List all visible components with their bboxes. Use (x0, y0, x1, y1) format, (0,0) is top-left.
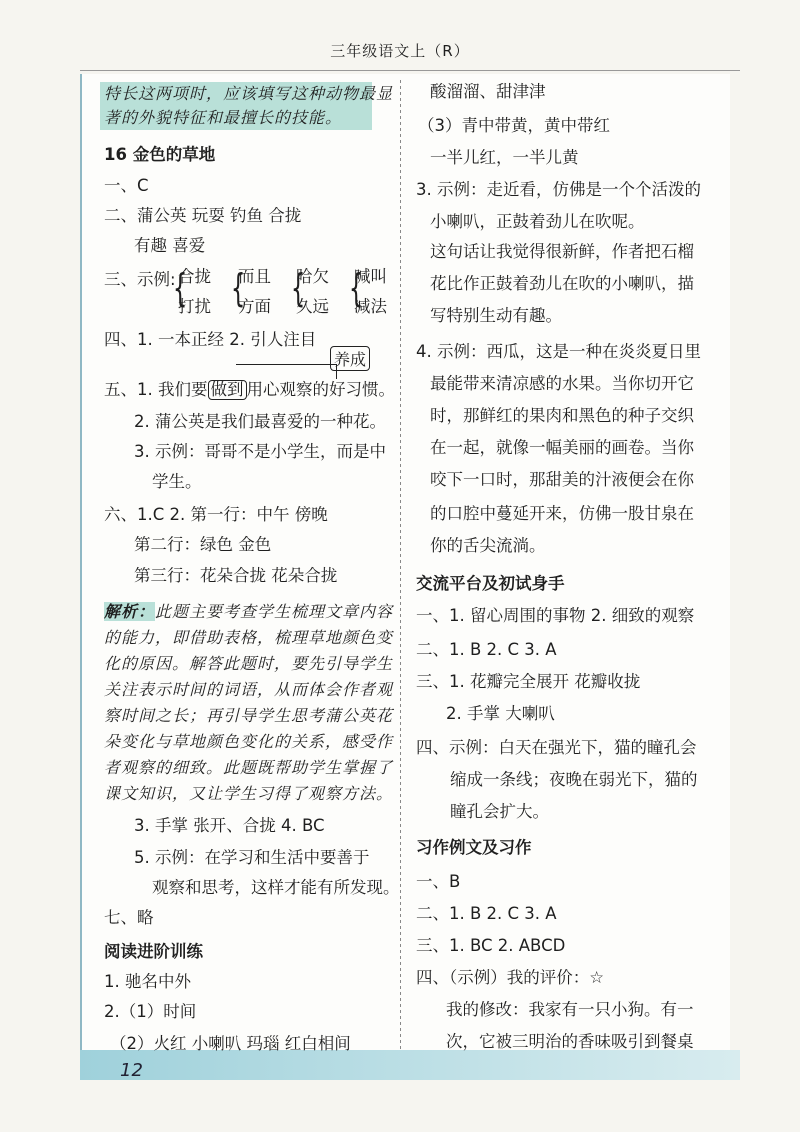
analysis-line: 朵变化与草地颜色变化的关系，感受作 (104, 732, 394, 751)
answer-line: 一、B (416, 872, 461, 891)
answer-line: 4. 示例：西瓜，这是一种在炎炎夏日里 (416, 342, 701, 361)
section-title: 交流平台及初试身手 (416, 574, 565, 593)
answer-line: 次，它被三明治的香味吸引到餐桌 (446, 1032, 694, 1051)
answer-line: 三、1. BC 2. ABCD (416, 936, 566, 955)
analysis-line: 关注表示时间的词语，从而体会作者观 (104, 680, 394, 699)
analysis-line: 课文知识，又让学生习得了观察方法。 (104, 784, 394, 803)
answer-line: 二、蒲公英 玩耍 钓鱼 合拢 (104, 206, 302, 225)
insert-mark: 养成 (330, 346, 370, 371)
answer-line: 最能带来清凉感的水果。当你切开它 (430, 374, 694, 393)
answer-line: 二、1. B 2. C 3. A (416, 640, 557, 659)
answer-line: 1. 驰名中外 (104, 972, 191, 991)
word: 方面 (238, 297, 271, 316)
answer-line: 六、1.C 2. 第一行：中午 傍晚 (104, 505, 328, 524)
answer-line: 3. 示例：走近看，仿佛是一个个活泼的 (416, 180, 701, 199)
answer-line: 我的修改：我家有一只小狗。有一 (446, 1000, 694, 1019)
note-line: 著的外貌特征和最擅长的技能。 (104, 108, 343, 127)
analysis-line: 化的原因。解答此题时，要先引导学生 (104, 654, 394, 673)
answer-line: 酸溜溜、甜津津 (430, 82, 546, 101)
answer-line: 二、1. B 2. C 3. A (416, 904, 557, 923)
answer-line: 四、（示例）我的评价：☆ (416, 968, 605, 987)
brace-icon: { (348, 266, 364, 310)
answer-line: 时，那鲜红的果肉和黑色的种子交织 (430, 406, 694, 425)
answer-line: 3. 示例：哥哥不是小学生，而是中 (134, 442, 386, 461)
answer-line: 一、C (104, 176, 149, 195)
answer-line: 观察和思考，这样才能有所发现。 (152, 878, 400, 897)
answer-line: 七、略 (104, 908, 154, 927)
analysis-label: 解析： (104, 602, 156, 621)
answer-line: 一半儿红，一半儿黄 (430, 148, 579, 167)
answer-line: 四、1. 一本正经 2. 引人注目 (104, 330, 317, 349)
word: 打扰 (178, 297, 211, 316)
answer-line: 三、1. 花瓣完全展开 花瓣收拢 (416, 672, 641, 691)
page-number: 12 (120, 1060, 143, 1081)
analysis-line: 的能力，即借助表格，梳理草地颜色变 (104, 628, 394, 647)
word: 减法 (354, 297, 387, 316)
answer-line: 的口腔中蔓延开来，仿佛一股甘泉在 (430, 504, 694, 523)
analysis-line: 察时间之长；再引导学生思考蒲公英花 (104, 706, 394, 725)
answer-line: 四、示例：白天在强光下，猫的瞳孔会 (416, 738, 697, 757)
text: 五、1. 我们要 (104, 380, 208, 399)
answer-line: 2. 蒲公英是我们最喜爱的一种花。 (134, 412, 386, 431)
answer-line: 缩成一条线；夜晚在弱光下，猫的 (450, 770, 698, 789)
note-line: 特长这两项时，应该填写这种动物最显 (104, 84, 394, 103)
answer-line: 3. 手掌 张开、合拢 4. BC (134, 816, 325, 835)
answer-line: （3）青中带黄，黄中带红 (418, 116, 610, 135)
answer-line: 有趣 喜爱 (134, 236, 206, 255)
answer-line: 小喇叭，正鼓着劲儿在吹呢。 (430, 212, 645, 231)
answer-line: 第二行：绿色 金色 (134, 535, 272, 554)
answer-line: 三、示例: (104, 270, 176, 289)
section-title: 阅读进阶训练 (104, 942, 203, 961)
brace-icon: { (172, 266, 188, 310)
answer-line: 写特别生动有趣。 (430, 306, 562, 325)
text: 用心观察的好习惯。 (246, 380, 395, 399)
word: 久远 (296, 297, 329, 316)
word: 合拢 (178, 267, 211, 286)
answer-line: 2. 手掌 大喇叭 (446, 704, 555, 723)
answer-line: 在一起，就像一幅美丽的画卷。当你 (430, 438, 694, 457)
answer-line: 5. 示例：在学习和生活中要善于 (134, 848, 370, 867)
lesson-title: 16 金色的草地 (104, 145, 216, 164)
answer-line: 瞳孔会扩大。 (450, 802, 549, 821)
boxed-word: 做到 (208, 380, 247, 400)
brace-icon: { (290, 266, 306, 310)
answer-line: 学生。 (152, 472, 202, 491)
word: 而且 (238, 267, 271, 286)
answer-line: 这句话让我觉得很新鲜，作者把石榴 (430, 242, 694, 261)
analysis-line: 者观察的细致。此题既帮助学生掌握了 (104, 758, 394, 777)
word: 哈欠 (296, 267, 329, 286)
word: 喊叫 (354, 267, 387, 286)
answer-line: 咬下一口时，那甜美的汁液便会在你 (430, 470, 694, 489)
text: 此题主要考查学生梳理文章内容 (155, 602, 394, 621)
answer-line: 2.（1）时间 (104, 1002, 197, 1021)
answer-line: 花比作正鼓着劲儿在吹的小喇叭，描 (430, 274, 694, 293)
answer-line: 你的舌尖流淌。 (430, 536, 546, 555)
answer-line: （2）火红 小喇叭 玛瑙 红白相间 (110, 1034, 351, 1053)
answer-line: 一、1. 留心周围的事物 2. 细致的观察 (416, 606, 695, 625)
page-header: 三年级语文上（R） (330, 42, 470, 60)
brace-icon: { (230, 266, 246, 310)
section-title: 习作例文及习作 (416, 838, 532, 857)
answer-line: 第三行：花朵合拢 花朵合拢 (134, 566, 338, 585)
